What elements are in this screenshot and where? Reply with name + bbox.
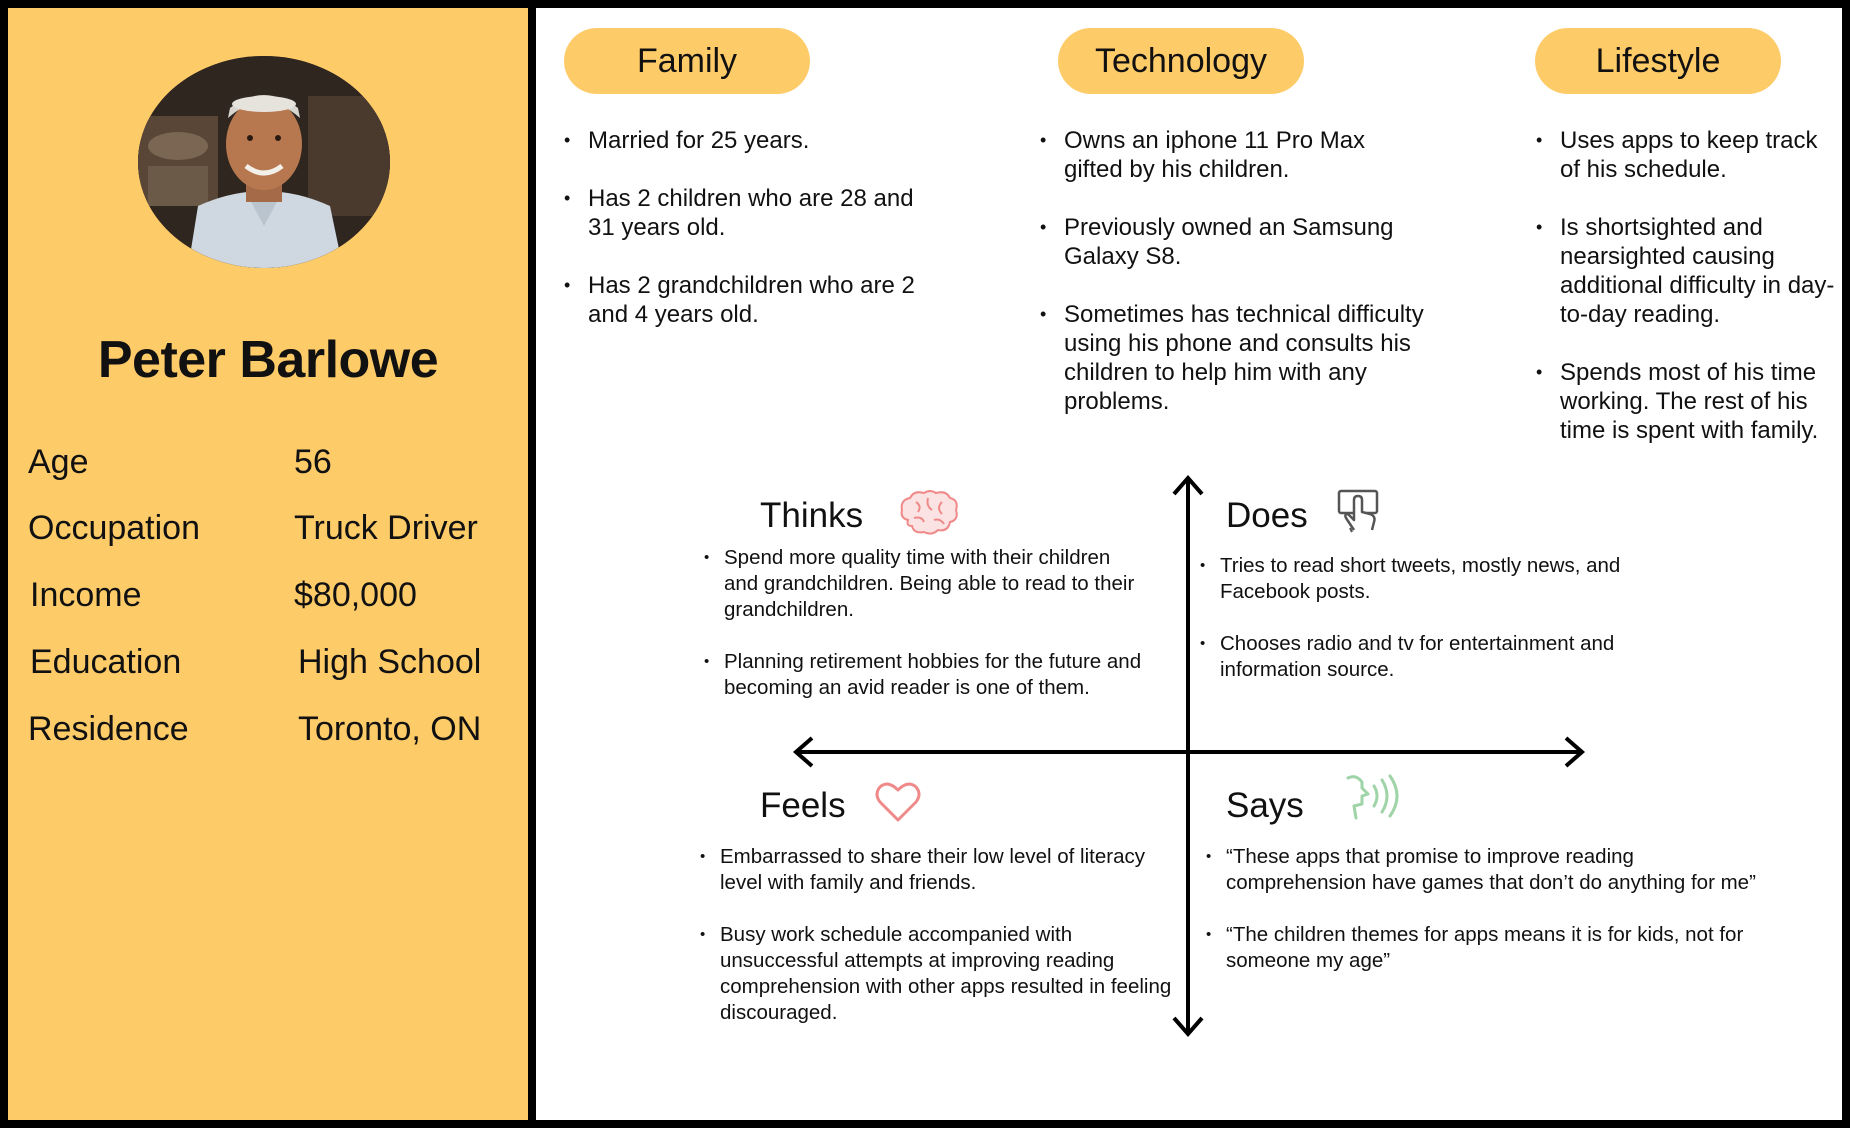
- feels-list: [698, 844, 1188, 1052]
- age-label: Age: [28, 443, 89, 481]
- list-item: • Owns an iphone 11 Pro Max gifted by his children.: [1040, 126, 1425, 184]
- residence-label: Residence: [28, 710, 189, 748]
- income-value: $80,000: [294, 576, 417, 614]
- does-title: Does: [1226, 496, 1308, 535]
- list-item: • Planning retirement hobbies for the future and becoming an avid reader is one of them.: [702, 649, 1142, 701]
- brain-icon: [898, 490, 960, 541]
- family-heading: Family: [564, 28, 810, 94]
- touch-icon: [1336, 488, 1382, 539]
- list-item: • Spends most of his time working. The rest of his time is spent with family.: [1536, 358, 1836, 445]
- speaking-icon: [1342, 772, 1408, 829]
- says-list: [1204, 844, 1764, 1000]
- list-item: • Embarrassed to share their low level of literacy level with family and friends.: [698, 844, 1188, 896]
- list-item: • “The children themes for apps means it is for kids, not for someone my age”: [1204, 922, 1764, 974]
- says-title: Says: [1226, 786, 1304, 825]
- list-item: • Has 2 children who are 28 and 31 years old.: [564, 184, 924, 242]
- list-item: • Busy work schedule accompanied with unsuccessful attempts at improving reading comprehension with other apps resulted in feeling discouraged.: [698, 922, 1188, 1026]
- list-item: • Has 2 grandchildren who are 2 and 4 years old.: [564, 271, 924, 329]
- heart-icon: [874, 780, 922, 829]
- persona-name: Peter Barlowe: [97, 331, 439, 389]
- feels-title: Feels: [760, 786, 846, 825]
- residence-value: Toronto, ON: [298, 710, 482, 748]
- list-item: • Previously owned an Samsung Galaxy S8.: [1040, 213, 1425, 271]
- technology-heading: Technology: [1058, 28, 1304, 94]
- list-item: • Is shortsighted and nearsighted causing additional difficulty in day-to-day reading.: [1536, 213, 1836, 329]
- list-item: • Chooses radio and tv for entertainment and information source.: [1198, 631, 1658, 683]
- occupation-label: Occupation: [28, 509, 200, 547]
- education-value: High School: [298, 643, 482, 681]
- education-label: Education: [30, 643, 182, 681]
- list-item: • Tries to read short tweets, mostly news, and Facebook posts.: [1198, 553, 1658, 605]
- thinks-title: Thinks: [760, 496, 864, 535]
- lifestyle-heading: Lifestyle: [1535, 28, 1781, 94]
- list-item: • Uses apps to keep track of his schedule.: [1536, 126, 1836, 184]
- occupation-value: Truck Driver: [294, 509, 478, 547]
- age-value: 56: [294, 443, 332, 481]
- list-item: • Spend more quality time with their children and grandchildren. Being able to read to their grandchildren.: [702, 545, 1142, 623]
- thinks-list: [702, 545, 1142, 727]
- does-list: [1198, 553, 1658, 709]
- list-item: • Sometimes has technical difficulty using his phone and consults his children to help him with any problems.: [1040, 300, 1425, 416]
- list-item: • Married for 25 years.: [564, 126, 924, 155]
- list-item: • “These apps that promise to improve reading comprehension have games that don’t do anything for me”: [1204, 844, 1764, 896]
- income-label: Income: [30, 576, 142, 614]
